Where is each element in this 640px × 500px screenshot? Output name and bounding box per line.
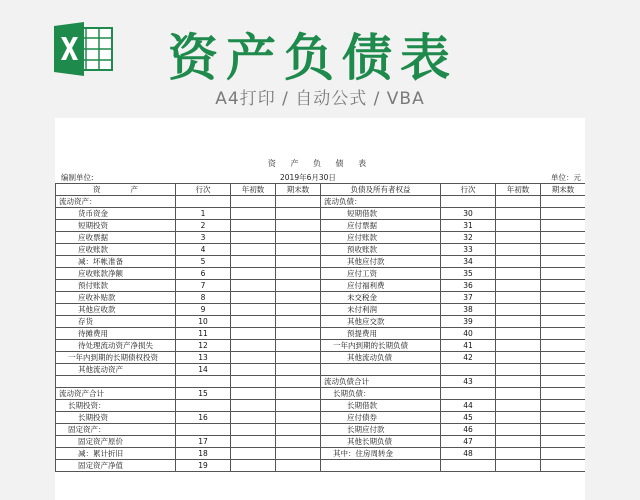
liability-item-cell[interactable]: 未付利润 — [321, 304, 441, 316]
liability-opening-cell[interactable] — [496, 436, 541, 448]
asset-closing-cell[interactable] — [276, 268, 321, 280]
liability-opening-cell[interactable] — [496, 232, 541, 244]
liability-closing-cell[interactable] — [541, 376, 586, 388]
liability-closing-cell[interactable] — [541, 436, 586, 448]
table-row — [56, 340, 586, 352]
liability-line-no-cell[interactable]: 38 — [441, 304, 496, 316]
asset-closing-cell[interactable] — [276, 436, 321, 448]
table-row — [56, 256, 586, 268]
asset-opening-cell[interactable] — [231, 196, 276, 208]
liability-opening-cell[interactable] — [496, 388, 541, 400]
liability-item-cell[interactable]: 预收账款 — [321, 244, 441, 256]
liability-closing-cell[interactable] — [541, 388, 586, 400]
table-row — [56, 292, 586, 304]
asset-closing-cell[interactable] — [276, 424, 321, 436]
liability-item-cell[interactable]: 应付工资 — [321, 268, 441, 280]
asset-opening-cell[interactable] — [231, 280, 276, 292]
liability-opening-cell[interactable] — [496, 448, 541, 460]
asset-item-cell[interactable]: 短期投资 — [56, 220, 176, 232]
spreadsheet-sheet — [55, 118, 585, 500]
liability-closing-cell[interactable] — [541, 364, 586, 376]
table-row — [56, 328, 586, 340]
liability-item-cell[interactable] — [321, 460, 441, 472]
asset-closing-cell[interactable] — [276, 292, 321, 304]
asset-line-no-cell[interactable]: 19 — [176, 460, 231, 472]
asset-item-cell[interactable]: 待处理流动资产净损失 — [56, 340, 176, 352]
liability-closing-cell[interactable] — [541, 400, 586, 412]
liability-opening-cell[interactable] — [496, 352, 541, 364]
asset-item-cell[interactable]: 货币资金 — [56, 208, 176, 220]
liability-opening-cell[interactable] — [496, 196, 541, 208]
liability-line-no-cell[interactable] — [441, 460, 496, 472]
liability-item-cell[interactable]: 一年内到期的长期负债 — [321, 340, 441, 352]
liability-line-no-cell[interactable]: 39 — [441, 316, 496, 328]
table-row — [56, 436, 586, 448]
liability-line-no-cell[interactable]: 34 — [441, 256, 496, 268]
table-row — [56, 460, 586, 472]
asset-line-no-cell[interactable]: 5 — [176, 256, 231, 268]
liability-closing-cell[interactable] — [541, 424, 586, 436]
report-date: 2019年6月30日 — [280, 173, 336, 182]
liability-item-cell[interactable]: 预提费用 — [321, 328, 441, 340]
org-label: 编制单位: — [61, 173, 94, 182]
liability-line-no-cell[interactable]: 48 — [441, 448, 496, 460]
table-row — [56, 448, 586, 460]
liability-opening-cell[interactable] — [496, 256, 541, 268]
table-row — [56, 244, 586, 256]
asset-opening-cell[interactable] — [231, 220, 276, 232]
asset-opening-cell[interactable] — [231, 400, 276, 412]
asset-item-cell[interactable]: 长期投资 — [56, 412, 176, 424]
asset-item-cell[interactable]: 应收账款 — [56, 244, 176, 256]
asset-item-cell[interactable]: 预付账款 — [56, 280, 176, 292]
table-row — [56, 304, 586, 316]
liability-item-cell[interactable]: 其中：住房周转金 — [321, 448, 441, 460]
liability-closing-cell[interactable] — [541, 280, 586, 292]
liability-opening-cell[interactable] — [496, 244, 541, 256]
table-row — [56, 208, 586, 220]
balance-sheet-table — [55, 183, 585, 472]
asset-opening-cell[interactable] — [231, 304, 276, 316]
table-row — [56, 400, 586, 412]
asset-item-cell[interactable]: 流动资产： — [56, 196, 176, 208]
table-row — [56, 364, 586, 376]
liability-line-no-cell[interactable]: 46 — [441, 424, 496, 436]
asset-closing-cell[interactable] — [276, 328, 321, 340]
asset-line-no-cell[interactable] — [176, 196, 231, 208]
sheet-title: 资 产 负 债 表 — [267, 159, 373, 168]
asset-closing-cell[interactable] — [276, 280, 321, 292]
liability-line-no-cell[interactable] — [441, 364, 496, 376]
asset-closing-cell[interactable] — [276, 460, 321, 472]
liability-line-no-cell[interactable] — [441, 196, 496, 208]
liability-closing-cell[interactable] — [541, 448, 586, 460]
asset-opening-cell[interactable] — [231, 256, 276, 268]
liability-opening-cell[interactable] — [496, 364, 541, 376]
liability-closing-cell[interactable] — [541, 340, 586, 352]
liability-item-cell[interactable]: 流动负债合计 — [321, 376, 441, 388]
asset-opening-cell[interactable] — [231, 208, 276, 220]
liability-line-no-cell[interactable]: 43 — [441, 376, 496, 388]
liability-closing-cell[interactable] — [541, 352, 586, 364]
liability-line-no-cell[interactable]: 41 — [441, 340, 496, 352]
asset-closing-cell[interactable] — [276, 352, 321, 364]
liability-item-cell[interactable]: 未交税金 — [321, 292, 441, 304]
header-row — [56, 184, 586, 196]
header-line-no[interactable]: 行次 — [441, 184, 496, 196]
liability-line-no-cell[interactable]: 33 — [441, 244, 496, 256]
table-row — [56, 196, 586, 208]
liability-opening-cell[interactable] — [496, 340, 541, 352]
asset-item-cell[interactable]: 减：坏帐准备 — [56, 256, 176, 268]
liability-closing-cell[interactable] — [541, 412, 586, 424]
liability-closing-cell[interactable] — [541, 220, 586, 232]
liability-closing-cell[interactable] — [541, 316, 586, 328]
liability-item-cell[interactable]: 其他应付款 — [321, 256, 441, 268]
liability-opening-cell[interactable] — [496, 292, 541, 304]
liability-closing-cell[interactable] — [541, 208, 586, 220]
asset-closing-cell[interactable] — [276, 400, 321, 412]
asset-closing-cell[interactable] — [276, 376, 321, 388]
liability-opening-cell[interactable] — [496, 268, 541, 280]
liability-item-cell[interactable]: 其他流动负债 — [321, 352, 441, 364]
liability-closing-cell[interactable] — [541, 244, 586, 256]
asset-closing-cell[interactable] — [276, 196, 321, 208]
liability-closing-cell[interactable] — [541, 460, 586, 472]
liability-opening-cell[interactable] — [496, 208, 541, 220]
asset-opening-cell[interactable] — [231, 292, 276, 304]
asset-closing-cell[interactable] — [276, 232, 321, 244]
asset-line-no-cell[interactable]: 1 — [176, 208, 231, 220]
liability-line-no-cell[interactable]: 47 — [441, 436, 496, 448]
asset-line-no-cell[interactable]: 12 — [176, 340, 231, 352]
asset-opening-cell[interactable] — [231, 328, 276, 340]
table-row — [56, 424, 586, 436]
liability-item-cell[interactable]: 应付福利费 — [321, 280, 441, 292]
asset-closing-cell[interactable] — [276, 244, 321, 256]
unit-label: 单位：元 — [551, 173, 581, 182]
asset-closing-cell[interactable] — [276, 448, 321, 460]
asset-opening-cell[interactable] — [231, 268, 276, 280]
asset-opening-cell[interactable] — [231, 316, 276, 328]
asset-opening-cell[interactable] — [231, 364, 276, 376]
asset-line-no-cell[interactable]: 2 — [176, 220, 231, 232]
liability-line-no-cell[interactable]: 42 — [441, 352, 496, 364]
header-assets[interactable]: 资 产 — [56, 184, 176, 196]
liability-item-cell[interactable]: 长期借款 — [321, 400, 441, 412]
asset-opening-cell[interactable] — [231, 340, 276, 352]
liability-opening-cell[interactable] — [496, 400, 541, 412]
asset-closing-cell[interactable] — [276, 304, 321, 316]
liability-closing-cell[interactable] — [541, 304, 586, 316]
asset-item-cell[interactable]: 其他流动资产 — [56, 364, 176, 376]
asset-opening-cell[interactable] — [231, 448, 276, 460]
asset-item-cell[interactable]: 应收票据 — [56, 232, 176, 244]
liability-opening-cell[interactable] — [496, 220, 541, 232]
liability-opening-cell[interactable] — [496, 460, 541, 472]
asset-line-no-cell[interactable]: 9 — [176, 304, 231, 316]
asset-closing-cell[interactable] — [276, 316, 321, 328]
asset-opening-cell[interactable] — [231, 436, 276, 448]
asset-line-no-cell[interactable]: 17 — [176, 436, 231, 448]
asset-closing-cell[interactable] — [276, 412, 321, 424]
asset-line-no-cell[interactable]: 15 — [176, 388, 231, 400]
header-opening[interactable]: 年初数 — [231, 184, 276, 196]
page-title: 资产负债表 — [168, 29, 458, 87]
table-row — [56, 352, 586, 364]
page-subtitle: A4打印 / 自动公式 / VBA — [215, 89, 425, 109]
asset-item-cell[interactable]: 其他应收款 — [56, 304, 176, 316]
excel-icon — [52, 22, 114, 76]
asset-item-cell[interactable]: 长期投资： — [56, 400, 176, 412]
liability-line-no-cell[interactable]: 37 — [441, 292, 496, 304]
liability-closing-cell[interactable] — [541, 268, 586, 280]
liability-line-no-cell[interactable]: 36 — [441, 280, 496, 292]
table-row — [56, 388, 586, 400]
asset-item-cell[interactable]: 应收账款净额 — [56, 268, 176, 280]
asset-opening-cell[interactable] — [231, 460, 276, 472]
asset-line-no-cell[interactable] — [176, 376, 231, 388]
asset-opening-cell[interactable] — [231, 232, 276, 244]
liability-closing-cell[interactable] — [541, 328, 586, 340]
header-closing[interactable]: 期末数 — [541, 184, 586, 196]
asset-line-no-cell[interactable]: 11 — [176, 328, 231, 340]
liability-closing-cell[interactable] — [541, 256, 586, 268]
liability-item-cell[interactable]: 应付债券 — [321, 412, 441, 424]
liability-item-cell[interactable]: 流动负债： — [321, 196, 441, 208]
asset-opening-cell[interactable] — [231, 424, 276, 436]
asset-line-no-cell[interactable]: 13 — [176, 352, 231, 364]
asset-line-no-cell[interactable] — [176, 424, 231, 436]
liability-line-no-cell[interactable]: 32 — [441, 232, 496, 244]
table-row — [56, 280, 586, 292]
asset-line-no-cell[interactable]: 18 — [176, 448, 231, 460]
liability-item-cell[interactable]: 其他应交款 — [321, 316, 441, 328]
asset-closing-cell[interactable] — [276, 388, 321, 400]
liability-item-cell[interactable]: 应付票据 — [321, 220, 441, 232]
table-row — [56, 220, 586, 232]
asset-line-no-cell[interactable]: 14 — [176, 364, 231, 376]
liability-closing-cell[interactable] — [541, 292, 586, 304]
asset-closing-cell[interactable] — [276, 340, 321, 352]
liability-opening-cell[interactable] — [496, 316, 541, 328]
header-closing[interactable]: 期末数 — [276, 184, 321, 196]
asset-line-no-cell[interactable]: 3 — [176, 232, 231, 244]
asset-item-cell[interactable]: 一年内到期的长期债权投资 — [56, 352, 176, 364]
asset-line-no-cell[interactable] — [176, 400, 231, 412]
asset-item-cell[interactable]: 存货 — [56, 316, 176, 328]
liability-item-cell[interactable] — [321, 364, 441, 376]
liability-item-cell[interactable]: 短期借款 — [321, 208, 441, 220]
asset-item-cell[interactable]: 固定资产净值 — [56, 460, 176, 472]
asset-item-cell[interactable] — [56, 376, 176, 388]
asset-opening-cell[interactable] — [231, 376, 276, 388]
liability-opening-cell[interactable] — [496, 412, 541, 424]
liability-line-no-cell[interactable]: 30 — [441, 208, 496, 220]
header-liabilities[interactable]: 负债及所有者权益 — [321, 184, 441, 196]
asset-opening-cell[interactable] — [231, 412, 276, 424]
asset-line-no-cell[interactable]: 7 — [176, 280, 231, 292]
table-row — [56, 316, 586, 328]
asset-opening-cell[interactable] — [231, 352, 276, 364]
asset-closing-cell[interactable] — [276, 208, 321, 220]
table-row — [56, 412, 586, 424]
banner — [0, 0, 640, 118]
table-row — [56, 376, 586, 388]
liability-closing-cell[interactable] — [541, 232, 586, 244]
asset-line-no-cell[interactable]: 4 — [176, 244, 231, 256]
asset-closing-cell[interactable] — [276, 364, 321, 376]
table-row — [56, 232, 586, 244]
asset-item-cell[interactable]: 减：累计折旧 — [56, 448, 176, 460]
asset-line-no-cell[interactable]: 6 — [176, 268, 231, 280]
liability-item-cell[interactable]: 长期应付款 — [321, 424, 441, 436]
liability-opening-cell[interactable] — [496, 280, 541, 292]
liability-closing-cell[interactable] — [541, 196, 586, 208]
asset-line-no-cell[interactable]: 8 — [176, 292, 231, 304]
asset-opening-cell[interactable] — [231, 388, 276, 400]
asset-line-no-cell[interactable]: 16 — [176, 412, 231, 424]
asset-item-cell[interactable]: 固定资产： — [56, 424, 176, 436]
liability-item-cell[interactable]: 长期负债： — [321, 388, 441, 400]
header-line-no[interactable]: 行次 — [176, 184, 231, 196]
liability-line-no-cell[interactable]: 31 — [441, 220, 496, 232]
header-opening[interactable]: 年初数 — [496, 184, 541, 196]
asset-opening-cell[interactable] — [231, 244, 276, 256]
liability-item-cell[interactable]: 应付账款 — [321, 232, 441, 244]
asset-line-no-cell[interactable]: 10 — [176, 316, 231, 328]
asset-item-cell[interactable]: 固定资产原价 — [56, 436, 176, 448]
asset-item-cell[interactable]: 流动资产合计 — [56, 388, 176, 400]
liability-item-cell[interactable]: 其他长期负债 — [321, 436, 441, 448]
liability-line-no-cell[interactable]: 44 — [441, 400, 496, 412]
liability-line-no-cell[interactable]: 40 — [441, 328, 496, 340]
asset-item-cell[interactable]: 应收补贴款 — [56, 292, 176, 304]
liability-line-no-cell[interactable]: 45 — [441, 412, 496, 424]
liability-opening-cell[interactable] — [496, 424, 541, 436]
asset-closing-cell[interactable] — [276, 220, 321, 232]
table-row — [56, 268, 586, 280]
liability-line-no-cell[interactable]: 35 — [441, 268, 496, 280]
liability-opening-cell[interactable] — [496, 304, 541, 316]
asset-closing-cell[interactable] — [276, 256, 321, 268]
liability-opening-cell[interactable] — [496, 328, 541, 340]
liability-line-no-cell[interactable] — [441, 388, 496, 400]
liability-opening-cell[interactable] — [496, 376, 541, 388]
asset-item-cell[interactable]: 待摊费用 — [56, 328, 176, 340]
